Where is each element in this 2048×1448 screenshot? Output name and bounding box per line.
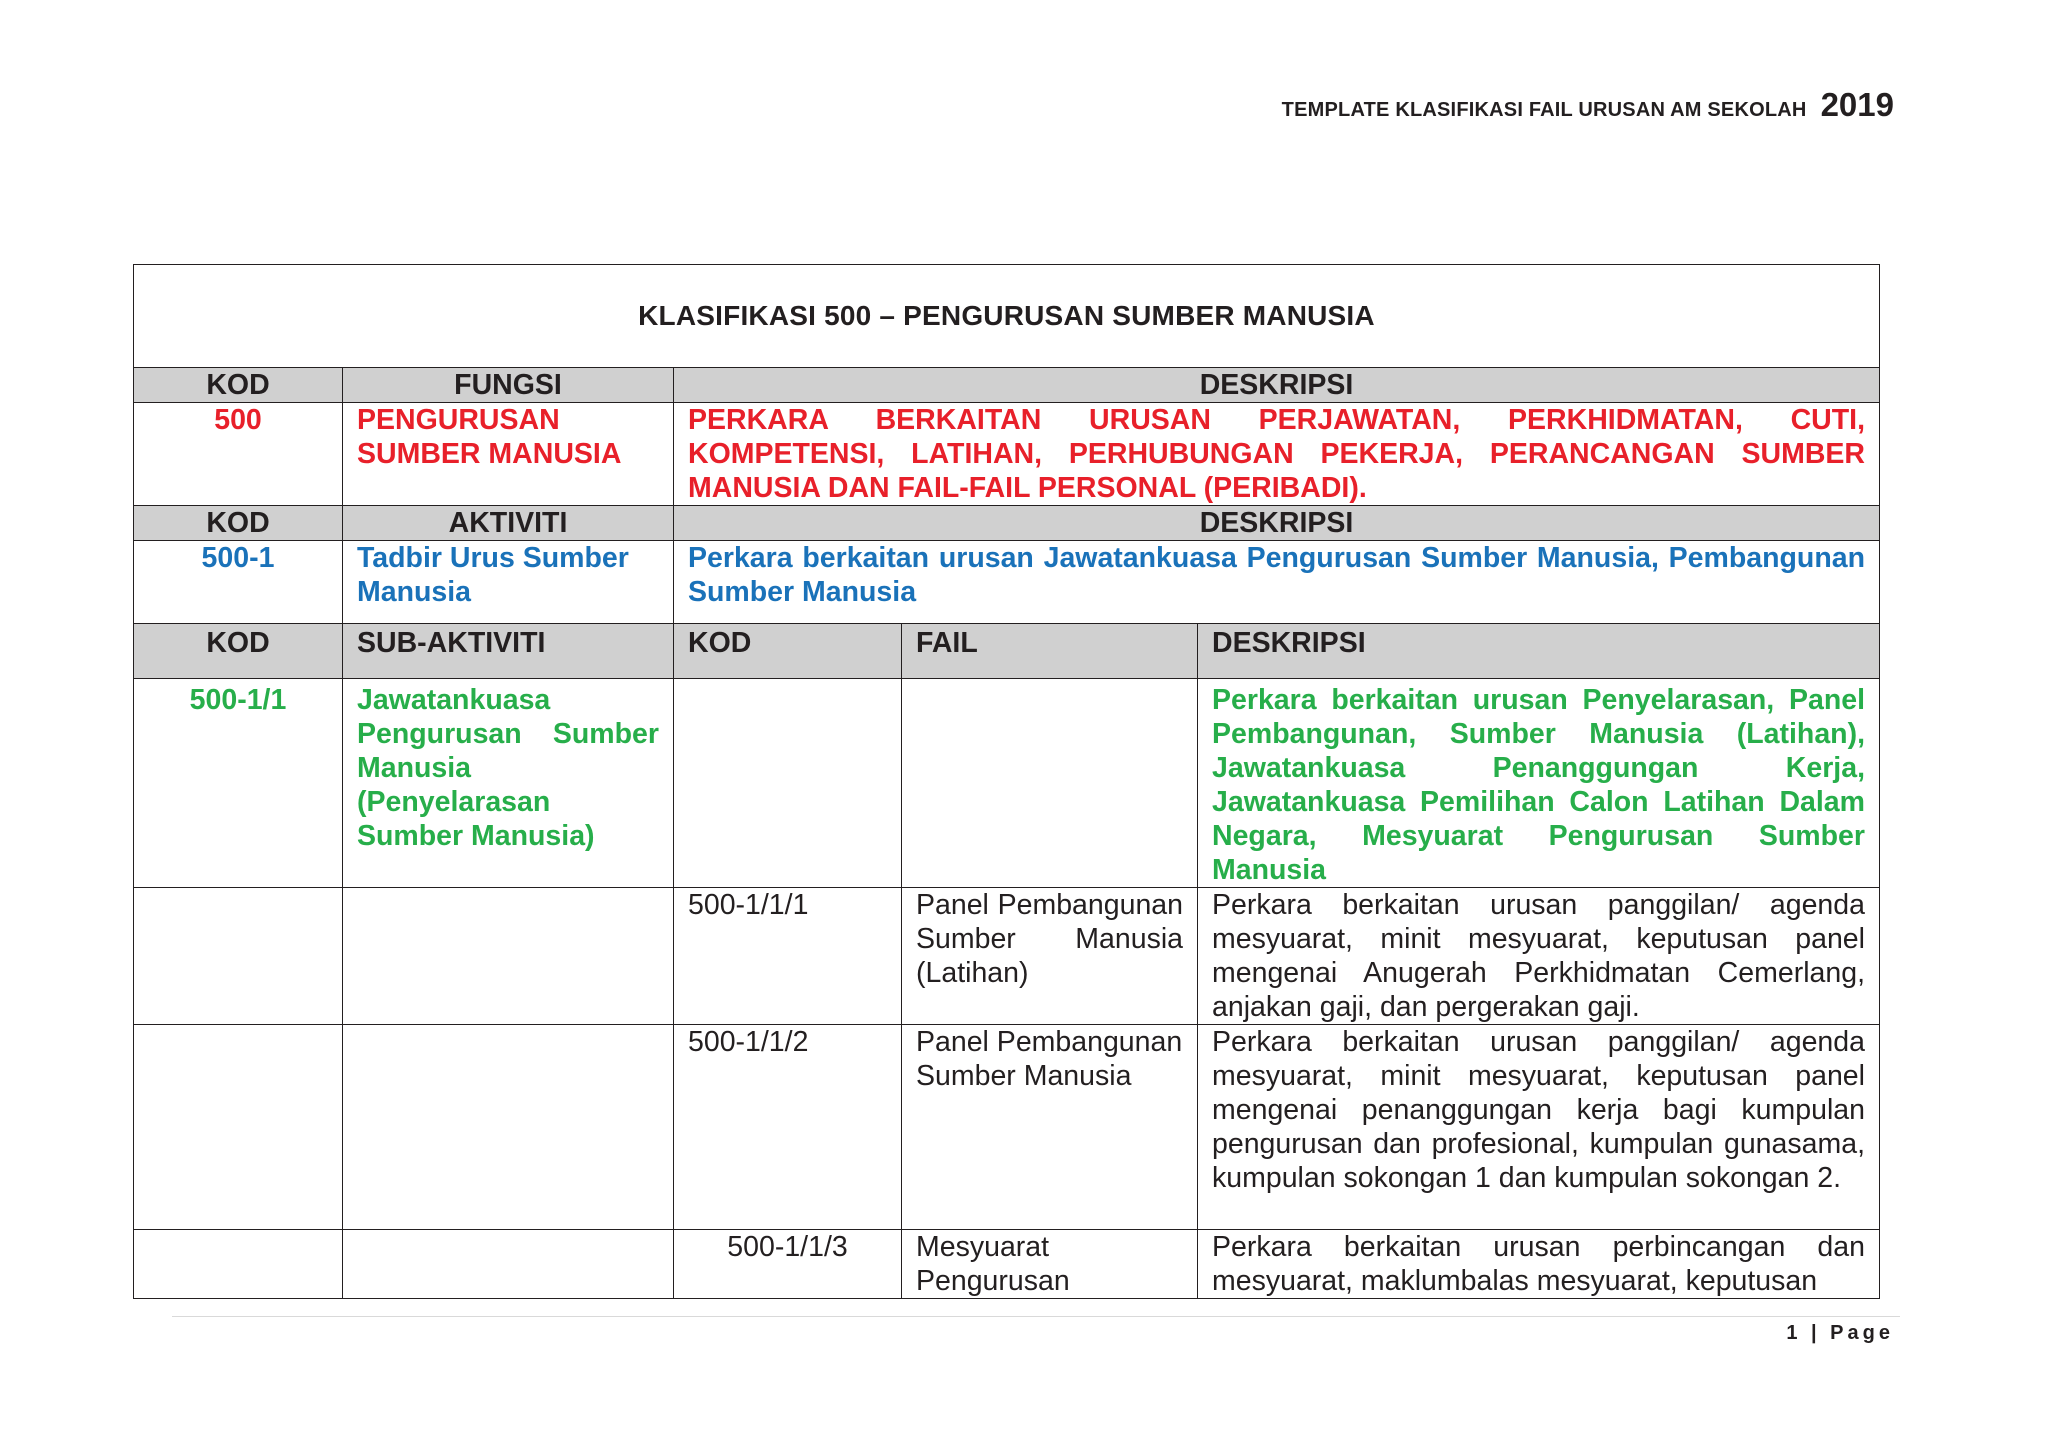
file-name: Panel Pembangunan Sumber Manusia — [902, 1025, 1198, 1230]
sub-aktiviti-name: Jawatankuasa Pengurusan Sumber Manusia (Penyelarasan Sumber Manusia) — [343, 679, 674, 888]
aktiviti-header-row — [134, 506, 1880, 541]
header-fail: FAIL — [902, 624, 1198, 679]
file-name: Mesyuarat Pengurusan — [902, 1230, 1198, 1299]
fungsi-name: PENGURUSAN SUMBER MANUSIA — [343, 403, 674, 506]
empty-cell — [134, 1025, 343, 1230]
file-deskripsi: Perkara berkaitan urusan panggilan/ agenda mesyuarat, minit mesyuarat, keputusan panel mengenai penanggungan kerja bagi kumpulan pengurusan dan profesional, kumpulan gunasama, kumpulan sokongan 1 dan kumpulan sokongan 2. — [1198, 1025, 1880, 1230]
empty-cell — [674, 679, 902, 888]
aktiviti-name: Tadbir Urus Sumber Manusia — [343, 541, 674, 624]
table-row — [134, 1230, 1880, 1299]
header-title: TEMPLATE KLASIFIKASI FAIL URUSAN AM SEKOLAH — [1281, 99, 1807, 121]
table-title-row — [134, 265, 1880, 368]
header-kod: KOD — [134, 368, 343, 403]
classification-table — [133, 264, 1880, 1299]
header-fungsi: FUNGSI — [343, 368, 674, 403]
sub-aktiviti-deskripsi: Perkara berkaitan urusan Penyelarasan, Panel Pembangunan, Sumber Manusia (Latihan), Jawatankuasa Penanggungan Kerja, Jawatankuasa Pemilihan Calon Latihan Dalam Negara, Mesyuarat Pengurusan Sumber Manusia — [1198, 679, 1880, 888]
header-kod: KOD — [134, 506, 343, 541]
page-number — [1786, 1322, 1894, 1345]
empty-cell — [343, 1230, 674, 1299]
header-deskripsi: DESKRIPSI — [674, 368, 1880, 403]
page-label: | Page — [1811, 1322, 1894, 1344]
fungsi-row — [134, 403, 1880, 506]
file-kod: 500-1/1/3 — [674, 1230, 902, 1299]
file-deskripsi: Perkara berkaitan urusan panggilan/ agenda mesyuarat, minit mesyuarat, keputusan panel mengenai Anugerah Perkhidmatan Cemerlang, anjakan gaji, dan pergerakan gaji. — [1198, 888, 1880, 1025]
empty-cell — [343, 1025, 674, 1230]
empty-cell — [902, 679, 1198, 888]
fungsi-header-row — [134, 368, 1880, 403]
header-deskripsi: DESKRIPSI — [674, 506, 1880, 541]
sub-aktiviti-kod: 500-1/1 — [134, 679, 343, 888]
header-kod-fail: KOD — [674, 624, 902, 679]
header-aktiviti: AKTIVITI — [343, 506, 674, 541]
aktiviti-kod: 500-1 — [134, 541, 343, 624]
fungsi-kod: 500 — [134, 403, 343, 506]
sub-aktiviti-row — [134, 679, 1880, 888]
fungsi-deskripsi: PERKARA BERKAITAN URUSAN PERJAWATAN, PERKHIDMATAN, CUTI, KOMPETENSI, LATIHAN, PERHUBUNGAN PEKERJA, PERANCANGAN SUMBER MANUSIA DAN FAIL-FAIL PERSONAL (PERIBADI). — [674, 403, 1880, 506]
header-deskripsi: DESKRIPSI — [1198, 624, 1880, 679]
aktiviti-row — [134, 541, 1880, 624]
sub-header-row — [134, 624, 1880, 679]
page-header — [1282, 86, 1894, 124]
table-title: KLASIFIKASI 500 – PENGURUSAN SUMBER MANUSIA — [134, 265, 1880, 368]
empty-cell — [134, 888, 343, 1025]
footer-divider — [172, 1316, 1900, 1317]
header-year: 2019 — [1820, 86, 1894, 123]
header-kod: KOD — [134, 624, 343, 679]
page-number-value: 1 — [1786, 1322, 1802, 1344]
file-deskripsi: Perkara berkaitan urusan perbincangan dan mesyuarat, maklumbalas mesyuarat, keputusan — [1198, 1230, 1880, 1299]
file-kod: 500-1/1/2 — [674, 1025, 902, 1230]
empty-cell — [134, 1230, 343, 1299]
table-row — [134, 1025, 1880, 1230]
table-row — [134, 888, 1880, 1025]
header-sub-aktiviti: SUB-AKTIVITI — [343, 624, 674, 679]
aktiviti-deskripsi: Perkara berkaitan urusan Jawatankuasa Pengurusan Sumber Manusia, Pembangunan Sumber Manusia — [674, 541, 1880, 624]
empty-cell — [343, 888, 674, 1025]
file-kod: 500-1/1/1 — [674, 888, 902, 1025]
file-name: Panel Pembangunan Sumber Manusia (Latihan) — [902, 888, 1198, 1025]
